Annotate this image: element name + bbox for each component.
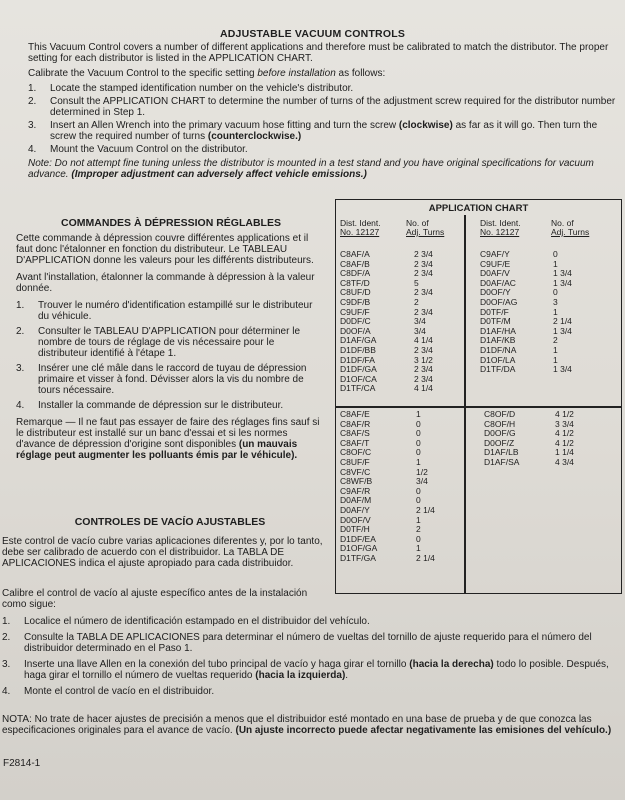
chart-ident-cell: C8DF/A [340,268,371,279]
english-calibrate: Calibrate the Vacuum Control to the specific setting before installation as follows: [28,68,386,79]
chart-ident-cell: C8OF/C [340,447,372,458]
french-intro: Cette commande à dépression couvre différentes applications et il faut donc l'étalonner en fonction du distributeur. Le TABLEAU D'APPLICATION donne les valeurs pour les différents distributeurs. [16,233,314,266]
french-section [16,218,326,461]
chart-turns-cell: 2 1/4 [416,504,435,515]
chart-ident-cell: D0OF/Y [480,287,511,298]
chart-turns-cell: 1 [553,354,558,365]
chart-turns-cell: 0 [553,249,558,259]
chart-ident-cell: D0OF/G [484,428,516,439]
chart-ident-cell: D1AF/HA [480,325,516,336]
chart-turns-cell: 4 1/2 [555,428,574,439]
chart-turns-cell: 1 3/4 [553,325,572,336]
chart-turns-cell: 4 1/4 [414,383,433,394]
chart-ident-cell: D0TF/F [480,306,509,317]
chart-turns-cell: 3/4 [416,476,428,487]
chart-ident-cell: D1TF/CA [340,383,376,394]
english-step-3: 3. Insert an Allen Wrench into the primary vacuum hose fitting and turn the screw (clockwise) as far as it will go. Then turn the screw the required number of turns (counterclockwise.) [28,120,598,142]
chart-turns-cell: 5 [414,277,419,288]
chart-turns-cell: 2 1/4 [553,316,572,327]
chart-ident-cell: D1OF/LA [480,354,516,365]
chart-ident-cell: D0AF/Y [340,504,370,515]
chart-ident-cell: C9AF/R [340,485,371,496]
chart-turns-cell: 4 1/4 [414,335,433,346]
spanish-intro: Este control de vacío cubre varias aplicaciones diferentes y, por lo tanto, debe ser calibrado de acuerdo con el distribuidor. La TABLA DE APLICACIONES indica el ajuste apropiado para cada distribuidor. [2,536,323,569]
chart-turns-cell: 0 [553,287,558,298]
chart-turns-cell: 3 3/4 [555,418,574,429]
chart-ident-cell: D1AF/SA [484,456,520,467]
block1-right-turns-column [553,250,572,375]
chart-turns-cell: 2 [414,296,419,307]
header-turns-left: No. of Adj. Turns [406,218,445,237]
chart-turns-cell: 3 [553,296,558,307]
chart-ident-cell: C8UF/D [340,287,371,298]
chart-ident-cell: C9UF/E [480,258,511,269]
english-intro: This Vacuum Control covers a number of different applications and therefore must be calibrated to match the distributor. The proper setting for each distributor is listed in the APPLICATION CHART. [28,42,609,64]
french-title: COMMANDES À DÉPRESSION RÉGLABLES [61,217,281,229]
chart-ident-cell: C8AF/S [340,428,370,439]
block2-left-ident-column [340,410,377,564]
chart-turns-cell: 3 1/2 [414,354,433,365]
chart-turns-cell: 0 [416,428,421,439]
chart-turns-cell: 0 [416,495,421,506]
french-step-2: 2. Consulter le TABLEAU D'APPLICATION pour déterminer le nombre de tours de réglage de vis nécessaire pour le distributeur identifié à l'étape 1. [16,326,301,359]
chart-column-divider [464,215,466,593]
english-section [28,42,618,180]
chart-ident-cell: C9UF/F [340,306,370,317]
chart-ident-cell: D0OF/Z [484,437,515,448]
chart-ident-cell: D1OF/GA [340,543,378,554]
chart-turns-cell: 2 3/4 [414,258,433,269]
chart-ident-cell: C8UF/F [340,456,370,467]
french-note: Remarque — Il ne faut pas essayer de faire des réglages fins sauf si le distributeur est installé sur un banc d'essai et si les normes d'avance de dépression d'origine sont disponibles (un mauvais réglage peut augmenter les polluants émis par le véhicule). [16,417,320,461]
french-step-1: 1. Trouver le numéro d'identification estampillé sur le distributeur du véhicule. [16,300,313,322]
chart-turns-cell: 0 [416,447,421,458]
english-step-2: 2. Consult the APPLICATION CHART to determine the number of turns of the adjustment screw required for the distributor number determined in Step 1. [28,96,616,118]
chart-turns-cell: 2 [416,524,421,535]
chart-ident-cell: D1DF/BB [340,344,376,355]
chart-turns-cell: 3/4 [414,316,426,327]
english-steps [28,83,618,155]
chart-ident-cell: C8VF/C [340,466,371,477]
chart-ident-cell: C8AF/A [340,249,370,259]
chart-ident-cell: D1DF/EA [340,533,376,544]
chart-turns-cell: 2 3/4 [414,268,433,279]
chart-turns-cell: 4 1/2 [555,437,574,448]
chart-ident-cell: D1DF/FA [340,354,375,365]
spanish-calibrate: Calibre el control de vacío al ajuste específico antes de la instalación como sigue: [2,588,308,610]
chart-turns-cell: 0 [416,485,421,496]
block1-left-turns-column [414,250,433,394]
chart-turns-cell: 1 [553,306,558,317]
spanish-steps [2,616,620,699]
chart-ident-cell: D0AF/V [480,268,510,279]
chart-row-divider [336,406,621,408]
chart-turns-cell: 1 [553,258,558,269]
spanish-step-4: 4. Monte el control de vacío en el distribuidor. [2,686,215,697]
chart-ident-cell: C9AF/Y [480,249,510,259]
chart-turns-cell: 1 3/4 [553,277,572,288]
chart-ident-cell: D0AF/M [340,495,372,506]
chart-ident-cell: C8TF/D [340,277,370,288]
block2-right-ident-column [484,410,519,468]
chart-ident-cell: D1AF/KB [480,335,516,346]
english-title: ADJUSTABLE VACUUM CONTROLS [219,28,406,40]
chart-turns-cell: 1 3/4 [553,364,572,375]
chart-ident-cell: D0OF/V [340,514,371,525]
chart-turns-cell: 1 [416,409,421,419]
chart-turns-cell: 2 3/4 [414,344,433,355]
spanish-title: CONTROLES DE VACÍO AJUSTABLES [74,516,266,528]
chart-turns-cell: 1 [416,456,421,467]
french-steps [16,300,326,411]
chart-turns-cell: 0 [416,418,421,429]
header-dist-ident-left: Dist. Ident. No. 12127 [340,218,381,237]
chart-ident-cell: C8AF/T [340,437,370,448]
spanish-step-3: 3. Inserte una llave Allen en la conexión del tubo principal de vacío y haga girar el tornillo (hacia la derecha) todo lo posible. Después, haga girar el tornillo el número de vueltas requerido (hacia la izquierda). [2,659,609,681]
chart-ident-cell: C8AF/R [340,418,371,429]
spanish-step-1: 1. Localice el número de identificación estampado en el distribuidor del vehículo. [2,616,370,627]
chart-ident-cell: D1DF/GA [340,364,377,375]
chart-turns-cell: 2 [553,335,558,346]
chart-turns-cell: 2 1/4 [416,552,435,563]
application-chart [335,199,622,594]
chart-ident-cell: D1TF/GA [340,552,376,563]
chart-title: APPLICATION CHART [428,203,529,214]
chart-turns-cell: 1 3/4 [553,268,572,279]
block1-left-ident-column [340,250,377,394]
chart-turns-cell: 3/4 [414,325,426,336]
chart-ident-cell: D1DF/NA [480,344,517,355]
chart-ident-cell: D0TF/H [340,524,370,535]
header-turns-right: No. of Adj. Turns [551,218,590,237]
chart-ident-cell: C9DF/B [340,296,371,307]
chart-ident-cell: D1AF/LB [484,447,519,458]
chart-turns-cell: 0 [416,533,421,544]
chart-turns-cell: 4 1/2 [555,409,574,419]
french-step-3: 3. Insérer une clé mâle dans le raccord de tuyau de dépression primaire et visser à fond. Dévisser alors la vis du nombre de tours nécessaire. [16,363,307,396]
french-step-4: 4. Installer la commande de dépression sur le distributeur. [16,400,284,411]
chart-turns-cell: 1 1/4 [555,447,574,458]
chart-turns-cell: 1/2 [416,466,428,477]
chart-ident-cell: D0OF/A [340,325,371,336]
header-dist-ident-right: Dist. Ident. No. 12127 [480,218,521,237]
french-calibrate: Avant l'installation, étalonner la commande à dépression à la valeur donnée. [16,272,315,294]
chart-turns-cell: 1 [416,514,421,525]
chart-turns-cell: 2 3/4 [414,373,433,384]
chart-turns-cell: 4 3/4 [555,456,574,467]
chart-turns-cell: 0 [416,437,421,448]
english-step-4: 4. Mount the Vacuum Control on the distributor. [28,144,248,155]
document-id: F2814-1 [3,758,41,769]
chart-turns-cell: 2 3/4 [414,306,433,317]
chart-turns-cell: 2 3/4 [414,287,433,298]
chart-ident-cell: D0AF/AC [480,277,516,288]
chart-ident-cell: C8WF/B [340,476,373,487]
chart-ident-cell: C8AF/E [340,409,370,419]
spanish-note: NOTA: No trate de hacer ajustes de precisión a menos que el distribuidor esté montado en una base de prueba y de que conozca las especificaciones originales para el avance de vacío. (Un ajuste incorrecto puede afectar negativamente las emisiones del vehículo.) [2,714,612,736]
chart-turns-cell: 2 3/4 [414,364,433,375]
chart-ident-cell: C8AF/B [340,258,370,269]
block2-left-turns-column [416,410,435,564]
chart-ident-cell: C8OF/D [484,409,516,419]
chart-ident-cell: D1AF/GA [340,335,377,346]
chart-turns-cell: 1 [553,344,558,355]
block1-right-ident-column [480,250,517,375]
block2-right-turns-column [555,410,574,468]
english-note: Note: Do not attempt fine tuning unless the distributor is mounted in a test stand and you have original specifications for vacuum advance. (Improper adjustment can adversely affect vehicle emissions.) [28,158,594,180]
chart-ident-cell: C8OF/H [484,418,516,429]
chart-ident-cell: D0DF/C [340,316,371,327]
chart-turns-cell: 1 [416,543,421,554]
spanish-step-2: 2. Consulte la TABLA DE APLICACIONES para determinar el número de vueltas del tornillo de ajuste requerido para el número del distribuidor determinado en el Paso 1. [2,632,592,654]
english-step-1: 1. Locate the stamped identification number on the vehicle's distributor. [28,83,354,94]
chart-ident-cell: D0TF/M [480,316,511,327]
chart-ident-cell: D1OF/CA [340,373,377,384]
chart-turns-cell: 2 3/4 [414,249,433,259]
chart-ident-cell: D0OF/AG [480,296,518,307]
chart-ident-cell: D1TF/DA [480,364,516,375]
